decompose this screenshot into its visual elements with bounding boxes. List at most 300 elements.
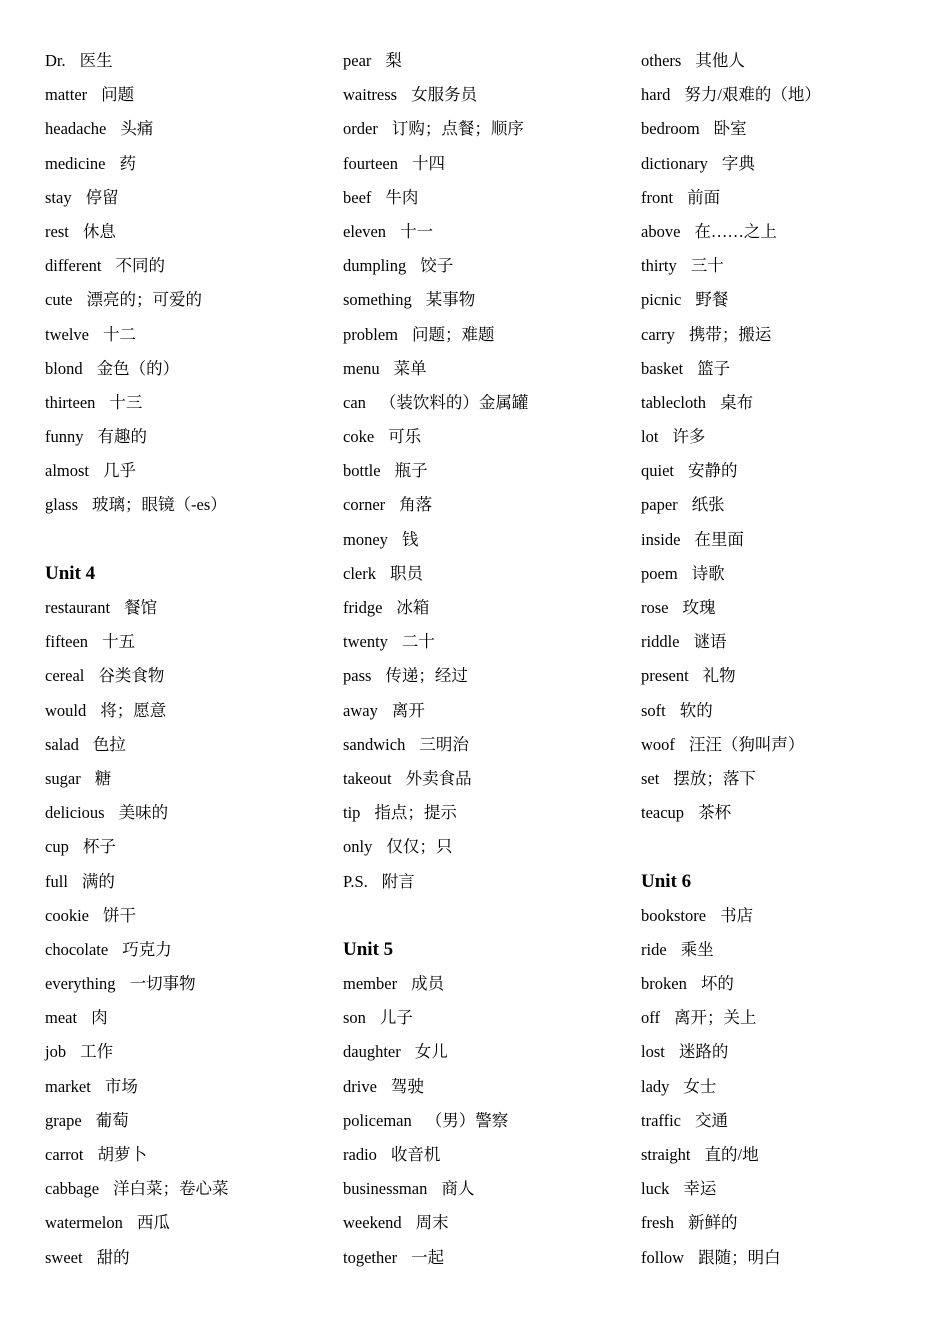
vocabulary-entry [641, 659, 931, 693]
chinese-meaning: 传递；经过 [385, 666, 468, 686]
chinese-meaning: 十五 [102, 632, 136, 652]
english-word: sweet [45, 1247, 83, 1267]
english-word: takeout [343, 768, 392, 788]
chinese-meaning: 三明治 [419, 734, 469, 754]
chinese-meaning: 菜单 [393, 358, 427, 378]
chinese-meaning: 在里面 [694, 529, 744, 549]
english-word: problem [343, 324, 398, 344]
vocabulary-entry [45, 454, 335, 488]
chinese-meaning: 篮子 [697, 358, 731, 378]
vocabulary-entry [343, 1206, 633, 1240]
vocabulary-entry [641, 625, 931, 659]
chinese-meaning: 问题；难题 [412, 324, 495, 344]
vocabulary-entry [343, 215, 633, 249]
english-word: traffic [641, 1110, 682, 1130]
vocabulary-entry [45, 488, 335, 522]
section-spacer [343, 899, 633, 933]
chinese-meaning: 安静的 [688, 461, 738, 481]
chinese-meaning: 不同的 [115, 256, 166, 276]
chinese-meaning: 商人 [441, 1179, 475, 1199]
chinese-meaning: 色拉 [92, 734, 126, 754]
english-word: twenty [343, 632, 388, 652]
vocabulary-entry [45, 420, 335, 454]
chinese-meaning: 跟随；明白 [698, 1247, 781, 1267]
chinese-meaning: 在……之上 [694, 221, 777, 241]
chinese-meaning: 指点；提示 [374, 803, 457, 823]
english-word: front [641, 187, 674, 207]
chinese-meaning: 肉 [91, 1008, 108, 1028]
vocabulary-entry [45, 78, 335, 112]
chinese-meaning: 二十 [401, 632, 435, 652]
vocabulary-entry [343, 352, 633, 386]
chinese-meaning: 其他人 [695, 51, 745, 70]
section-spacer [641, 830, 931, 864]
english-word: luck [641, 1179, 670, 1199]
vocabulary-entry [343, 386, 633, 420]
english-word: lady [641, 1076, 670, 1096]
vocabulary-entry [45, 1035, 335, 1069]
vocabulary-entry [343, 112, 633, 146]
vocabulary-entry [641, 557, 931, 591]
vocabulary-entry [343, 625, 633, 659]
vocabulary-entry [641, 967, 931, 1001]
vocabulary-entry [343, 967, 633, 1001]
chinese-meaning: 女服务员 [411, 85, 478, 105]
chinese-meaning: 漂亮的；可爱的 [86, 290, 202, 310]
vocabulary-entry [343, 796, 633, 830]
english-word: stay [45, 187, 72, 207]
vocabulary-entry [641, 762, 931, 796]
chinese-meaning: 收音机 [390, 1145, 441, 1164]
vocabulary-entry [343, 1035, 633, 1069]
chinese-meaning: 驾驶 [390, 1076, 424, 1096]
chinese-meaning: 金色（的） [96, 358, 180, 378]
vocabulary-entry [343, 830, 633, 864]
chinese-meaning: 十二 [102, 324, 136, 344]
english-word: sugar [45, 768, 81, 788]
english-word: cereal [45, 666, 85, 686]
vocabulary-entry [641, 694, 931, 728]
vocabulary-entry [343, 283, 633, 317]
chinese-meaning: 头痛 [120, 119, 154, 139]
vocabulary-entry [45, 899, 335, 933]
english-word: job [45, 1042, 67, 1062]
chinese-meaning: 一切事物 [129, 974, 196, 994]
english-word: beef [343, 187, 372, 207]
chinese-meaning: 葡萄 [95, 1110, 129, 1130]
chinese-meaning: 玫瑰 [682, 598, 716, 617]
english-word: meat [45, 1008, 78, 1028]
english-word: soft [641, 700, 666, 720]
english-word: radio [343, 1145, 377, 1164]
chinese-meaning: 附言 [381, 871, 415, 891]
english-word: tip [343, 803, 361, 823]
english-word: basket [641, 358, 684, 378]
chinese-meaning: 停留 [85, 187, 119, 207]
unit-heading: Unit 4 [45, 562, 96, 584]
vocabulary-entry [45, 865, 335, 899]
chinese-meaning: 有趣的 [97, 427, 147, 447]
english-word: off [641, 1008, 660, 1028]
vocabulary-entry [45, 386, 335, 420]
english-word: pass [343, 666, 372, 686]
vocabulary-entry [45, 147, 335, 181]
chinese-meaning: 携带；搬运 [688, 324, 772, 344]
vocabulary-entry [45, 1172, 335, 1206]
vocabulary-entry [641, 933, 931, 967]
english-word: restaurant [45, 598, 111, 617]
vocabulary-entry [343, 557, 633, 591]
vocabulary-entry [641, 1241, 931, 1275]
english-word: cabbage [45, 1179, 100, 1199]
english-word: poem [641, 563, 678, 583]
vocabulary-entry [343, 1138, 633, 1172]
chinese-meaning: 餐馆 [124, 598, 158, 617]
vocabulary-entry [343, 1001, 633, 1035]
vocabulary-entry [343, 420, 633, 454]
vocabulary-entry [343, 865, 633, 899]
english-word: dictionary [641, 153, 708, 173]
vocabulary-entry [641, 147, 931, 181]
chinese-meaning: 女儿 [414, 1042, 448, 1062]
vocabulary-entry [641, 1070, 931, 1104]
chinese-meaning: 角落 [399, 495, 433, 515]
chinese-meaning: 职员 [389, 563, 423, 583]
english-word: together [343, 1247, 398, 1267]
vocabulary-entry [45, 933, 335, 967]
chinese-meaning: 饺子 [420, 256, 454, 276]
english-word: pear [343, 51, 372, 70]
chinese-meaning: 牛肉 [385, 187, 419, 207]
vocabulary-entry [343, 728, 633, 762]
english-word: order [343, 119, 378, 139]
chinese-meaning: 巧克力 [122, 939, 172, 959]
vocabulary-entry [343, 488, 633, 522]
english-word: waitress [343, 85, 398, 105]
chinese-meaning: 书店 [720, 905, 754, 925]
english-word: full [45, 871, 68, 891]
vocabulary-entry [641, 1035, 931, 1069]
vocabulary-entry [45, 1001, 335, 1035]
chinese-meaning: 杯子 [82, 837, 116, 857]
english-word: medicine [45, 153, 106, 173]
english-word: hard [641, 85, 671, 105]
chinese-meaning: 儿子 [379, 1008, 413, 1028]
vocabulary-entry [45, 830, 335, 864]
english-word: salad [45, 734, 79, 754]
english-word: something [343, 290, 412, 310]
vocabulary-entry [641, 215, 931, 249]
chinese-meaning: 钱 [401, 529, 419, 549]
english-word: matter [45, 85, 88, 105]
english-word: grape [45, 1110, 82, 1130]
english-word: others [641, 51, 682, 70]
english-word: present [641, 666, 689, 686]
chinese-meaning: 乘坐 [680, 939, 714, 959]
english-word: cute [45, 290, 73, 310]
english-word: woof [641, 734, 675, 754]
vocabulary-entry [45, 1241, 335, 1275]
english-word: bedroom [641, 119, 700, 139]
vocabulary-entry [45, 112, 335, 146]
vocabulary-entry [45, 1206, 335, 1240]
chinese-meaning: 可乐 [388, 427, 422, 447]
vocabulary-entry [45, 1104, 335, 1138]
english-word: chocolate [45, 939, 109, 959]
chinese-meaning: （男）警察 [425, 1110, 509, 1130]
chinese-meaning: 摆放；落下 [673, 768, 756, 788]
english-word: picnic [641, 290, 682, 310]
english-word: blond [45, 358, 83, 378]
chinese-meaning: 仅仅；只 [386, 837, 453, 857]
chinese-meaning: 谜语 [693, 632, 727, 652]
vocabulary-entry [641, 420, 931, 454]
chinese-meaning: 问题 [101, 85, 135, 105]
chinese-meaning: 茶杯 [698, 803, 732, 823]
chinese-meaning: 满的 [81, 871, 115, 891]
english-word: thirty [641, 256, 677, 276]
vocabulary-entry [343, 78, 633, 112]
chinese-meaning: 交通 [695, 1110, 729, 1130]
chinese-meaning: 字典 [721, 153, 755, 173]
chinese-meaning: 美味的 [118, 803, 169, 823]
chinese-meaning: 野餐 [695, 290, 729, 310]
english-word: money [343, 529, 388, 549]
english-word: twelve [45, 324, 89, 344]
chinese-meaning: 新鲜的 [687, 1213, 738, 1233]
english-word: fourteen [343, 153, 398, 173]
english-word: above [641, 221, 681, 241]
english-word: bookstore [641, 905, 707, 925]
english-word: P.S. [343, 871, 368, 891]
english-word: market [45, 1076, 91, 1096]
chinese-meaning: 诗歌 [691, 563, 725, 583]
chinese-meaning: 许多 [672, 427, 706, 447]
vocabulary-entry [641, 523, 931, 557]
english-word: bottle [343, 461, 381, 481]
chinese-meaning: 离开；关上 [673, 1008, 757, 1028]
vocabulary-entry [45, 249, 335, 283]
chinese-meaning: 努力/艰难的（地） [684, 85, 821, 105]
vocabulary-entry [641, 454, 931, 488]
vocabulary-entry [343, 762, 633, 796]
english-word: watermelon [45, 1213, 123, 1233]
vocabulary-entry [641, 1206, 931, 1240]
english-word: ride [641, 939, 667, 959]
vocabulary-entry [641, 181, 931, 215]
english-word: dumpling [343, 256, 407, 276]
section-spacer [45, 523, 335, 557]
vocabulary-entry [45, 215, 335, 249]
english-word: cup [45, 837, 69, 857]
vocabulary-entry [45, 796, 335, 830]
chinese-meaning: 十四 [411, 153, 445, 173]
vocabulary-entry [343, 591, 633, 625]
vocabulary-entry [45, 728, 335, 762]
vocabulary-entry [343, 1104, 633, 1138]
english-word: drive [343, 1076, 377, 1096]
chinese-meaning: 胡萝卜 [97, 1145, 147, 1164]
english-word: clerk [343, 563, 376, 583]
chinese-meaning: 成员 [411, 974, 445, 994]
vocabulary-entry [343, 1070, 633, 1104]
vocabulary-entry [45, 967, 335, 1001]
vocabulary-entry [343, 523, 633, 557]
chinese-meaning: 谷类食物 [98, 666, 165, 686]
english-word: fridge [343, 598, 383, 617]
english-word: only [343, 837, 373, 857]
vocabulary-entry [45, 659, 335, 693]
vocabulary-entry [641, 318, 931, 352]
english-word: carry [641, 324, 675, 344]
vocabulary-entry [45, 591, 335, 625]
english-word: sandwich [343, 734, 406, 754]
vocabulary-entry [45, 694, 335, 728]
vocabulary-entry [45, 762, 335, 796]
english-word: can [343, 392, 366, 412]
english-word: broken [641, 974, 687, 994]
vocabulary-entry [641, 1172, 931, 1206]
vocabulary-entry [343, 44, 633, 78]
unit-heading: Unit 6 [641, 870, 692, 892]
english-word: Dr. [45, 51, 66, 70]
english-word: rest [45, 221, 69, 241]
english-word: carrot [45, 1145, 84, 1164]
chinese-meaning: 梨 [385, 51, 402, 70]
english-word: policeman [343, 1110, 412, 1130]
chinese-meaning: 十一 [400, 221, 434, 241]
chinese-meaning: 饼干 [102, 905, 136, 925]
chinese-meaning: 桌布 [720, 392, 754, 412]
vocabulary-entry [641, 112, 931, 146]
english-word: businessman [343, 1179, 428, 1199]
chinese-meaning: 坏的 [700, 974, 734, 994]
english-word: teacup [641, 803, 685, 823]
vocabulary-column-2 [343, 44, 633, 1275]
english-word: set [641, 768, 660, 788]
chinese-meaning: 玻璃；眼镜（-es） [92, 495, 227, 515]
english-word: fifteen [45, 632, 89, 652]
vocabulary-entry [641, 591, 931, 625]
vocabulary-entry [641, 1001, 931, 1035]
english-word: thirteen [45, 392, 96, 412]
english-word: son [343, 1008, 366, 1028]
chinese-meaning: 西瓜 [136, 1213, 170, 1233]
chinese-meaning: 医生 [79, 51, 113, 70]
english-word: would [45, 700, 87, 720]
english-word: member [343, 974, 398, 994]
english-word: paper [641, 495, 678, 515]
english-word: delicious [45, 803, 105, 823]
vocabulary-entry [641, 44, 931, 78]
chinese-meaning: 卧室 [713, 119, 747, 139]
chinese-meaning: 药 [119, 153, 136, 173]
chinese-meaning: 糖 [94, 768, 112, 788]
chinese-meaning: 礼物 [702, 666, 736, 686]
chinese-meaning: 周末 [415, 1213, 449, 1233]
chinese-meaning: 洋白菜；卷心菜 [113, 1179, 229, 1199]
vocabulary-entry [343, 1172, 633, 1206]
vocabulary-entry [45, 625, 335, 659]
english-word: tablecloth [641, 392, 707, 412]
vocabulary-column-3 [641, 44, 931, 1275]
english-word: fresh [641, 1213, 674, 1233]
english-word: different [45, 256, 102, 276]
vocabulary-entry [641, 1138, 931, 1172]
chinese-meaning: 甜的 [96, 1247, 130, 1267]
unit-heading: Unit 5 [343, 938, 394, 960]
vocabulary-entry [343, 249, 633, 283]
chinese-meaning: 瓶子 [394, 461, 428, 481]
vocabulary-entry [343, 1241, 633, 1275]
vocabulary-entry [343, 454, 633, 488]
chinese-meaning: 休息 [82, 221, 116, 241]
chinese-meaning: （装饮料的）金属罐 [379, 392, 529, 412]
chinese-meaning: 外卖食品 [405, 768, 472, 788]
chinese-meaning: 软的 [679, 700, 713, 720]
vocabulary-entry [343, 318, 633, 352]
vocabulary-entry [641, 352, 931, 386]
vocabulary-entry [45, 1138, 335, 1172]
english-word: menu [343, 358, 380, 378]
chinese-meaning: 前面 [687, 187, 721, 207]
chinese-meaning: 冰箱 [396, 598, 430, 617]
chinese-meaning: 三十 [690, 256, 724, 276]
vocabulary-entry [343, 694, 633, 728]
chinese-meaning: 订购；点餐；顺序 [391, 119, 524, 139]
english-word: cookie [45, 905, 89, 925]
english-word: quiet [641, 461, 674, 481]
chinese-meaning: 纸张 [691, 495, 725, 515]
chinese-meaning: 幸运 [683, 1179, 717, 1199]
vocabulary-entry [641, 283, 931, 317]
chinese-meaning: 某事物 [425, 290, 476, 310]
vocabulary-entry [641, 796, 931, 830]
chinese-meaning: 将；愿意 [100, 700, 167, 720]
chinese-meaning: 几乎 [103, 461, 136, 481]
english-word: coke [343, 427, 375, 447]
english-word: inside [641, 529, 681, 549]
vocabulary-column-1 [45, 44, 335, 1275]
english-word: everything [45, 974, 116, 994]
english-word: follow [641, 1247, 685, 1267]
chinese-meaning: 直的/地 [704, 1145, 759, 1164]
english-word: funny [45, 427, 84, 447]
english-word: riddle [641, 632, 680, 652]
english-word: corner [343, 495, 386, 515]
vocabulary-entry [343, 181, 633, 215]
english-word: lost [641, 1042, 665, 1062]
chinese-meaning: 一起 [411, 1247, 445, 1267]
chinese-meaning: 离开 [391, 700, 425, 720]
chinese-meaning: 汪汪（狗叫声） [688, 734, 805, 754]
vocabulary-entry [45, 44, 335, 78]
vocabulary-entry [641, 899, 931, 933]
vocabulary-entry [45, 1070, 335, 1104]
vocabulary-entry [343, 659, 633, 693]
vocabulary-entry [45, 352, 335, 386]
english-word: eleven [343, 221, 387, 241]
english-word: straight [641, 1145, 691, 1164]
vocabulary-entry [45, 318, 335, 352]
english-word: rose [641, 598, 669, 617]
chinese-meaning: 市场 [104, 1076, 138, 1096]
vocabulary-entry [45, 283, 335, 317]
chinese-meaning: 十三 [109, 392, 143, 412]
chinese-meaning: 女士 [683, 1076, 717, 1096]
english-word: glass [45, 495, 78, 515]
vocabulary-entry [343, 147, 633, 181]
